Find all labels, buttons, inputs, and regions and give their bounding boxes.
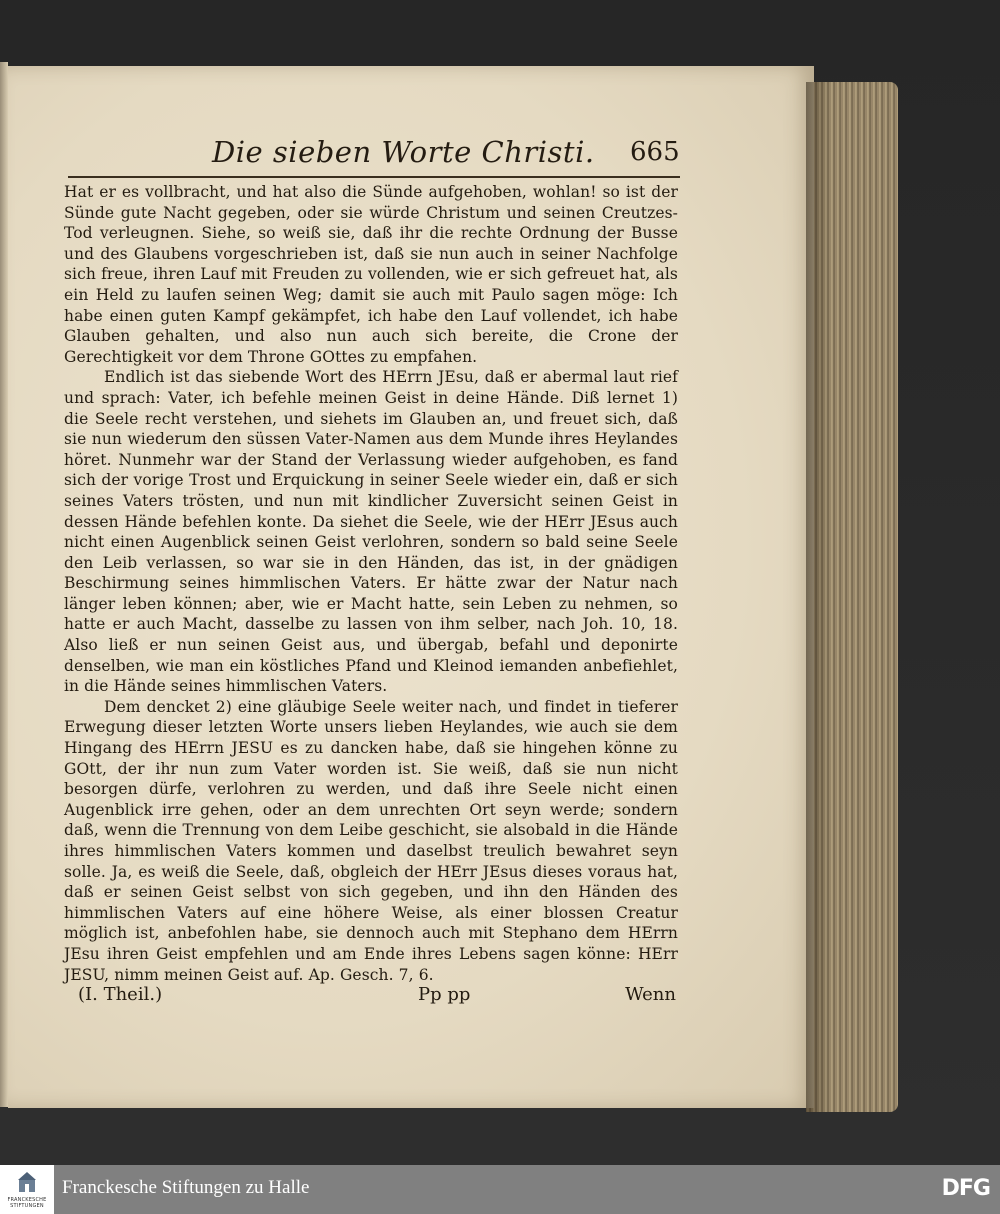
facing-page-edge (0, 62, 8, 1107)
catchword: Wenn (625, 984, 676, 1005)
institution-name[interactable]: Franckesche Stiftungen zu Halle (62, 1177, 310, 1198)
dfg-logo[interactable]: DFG (941, 1176, 990, 1201)
signature-mark: Pp pp (418, 984, 471, 1005)
viewer-bottom-bar (0, 1165, 1000, 1214)
institution-logo[interactable] (0, 1165, 54, 1214)
page-number: 665 (630, 137, 680, 167)
page-footer (78, 984, 676, 1014)
paragraph-2: Endlich ist das siebende Wort des HErrn JEsu, daß er abermal laut rief und sprach: Vater, ich befehle meinen Geist in deine Hände. Diß lernet 1) die Seele recht verstehen, und siehets im Glauben an, und freuet sich, daß sie nun wiederum den süssen Vater-Namen aus dem Munde ihres Heylandes höret. Nunmehr war der Stand der Verlassung wieder aufgehoben, es fand sich der vorige Trost und Erquickung in seiner Seele wieder ein, daß er sich seines Vaters trösten, und nun mit kindlicher Zuversicht seinen Geist in dessen Hände befehlen konte. Da siehet die Seele, wie der HErr JEsus auch nicht einen Augenblick seinen Geist verlohren, sondern so bald seine Seele den Leib verlassen, so war sie in den Händen, das ist, in der gnädigen Beschirmung seines himmlischen Vaters. Er hätte zwar der Natur nach länger leben können; aber, wie er Macht hatte, sein Leben zu nehmen, so hatte er auch Macht, dasselbe zu lassen von ihm selber, nach Joh. 10, 18. Also ließ er nun seinen Geist aus, und übergab, befahl und deponirte denselben, wie man ein köstliches Pfand und Kleinod iemanden anbefiehlet, in die Hände seines himmlischen Vaters. (64, 368, 678, 696)
volume-part: (I. Theil.) (78, 984, 163, 1005)
body-text (64, 182, 678, 985)
paragraph-3: Dem dencket 2) eine gläubige Seele weiter nach, und findet in tieferer Erwegung dieser letzten Worte unsers lieben Heylandes, wie auch sie dem Hingang des HErrn JESU es zu dancken habe, daß sie hingehen könne zu GOtt, der ihr nun zum Vater worden ist. Sie weiß, daß sie nun nicht besorgen dürfe, verlohren zu werden, und daß ihre Seele nicht einen Augenblick irre gehen, oder an dem unrechten Ort seyn werde; sondern daß, wenn die Trennung von dem Leibe geschicht, sie alsobald in die Hände ihres himmlischen Vaters kommen und daselbst treulich bewahret seyn solle. Ja, es weiß die Seele, daß, obgleich der HErr JEsus dieses voraus hat, daß er seinen Geist selbst von sich gegeben, und ihn den Händen des himmlischen Vaters auf eine höhere Weise, als einer blossen Creatur möglich ist, anbefohlen habe, sie dennoch auch mit Stephano dem HErrn JEsu ihren Geist empfehlen und am Ende ihres Lebens sagen könne: HErr JESU, nimm meinen Geist auf. Ap. Gesch. 7, 6. (64, 697, 678, 984)
header-rule (68, 176, 680, 178)
page-header (212, 135, 682, 177)
building-icon (17, 1171, 37, 1193)
gutter-shadow (806, 82, 830, 1112)
paragraph-1: Hat er es vollbracht, und hat also die Sünde aufgehoben, wohlan! so ist der Sünde gute Nacht gegeben, oder sie würde Christum und seinen Creutzes-Tod verleugnen. Siehe, so weiß sie, daß ihr die rechte Ordnung der Busse und des Glaubens vorgeschrieben ist, daß sie nun auch in seiner Nachfolge sich freue, ihren Lauf mit Freuden zu vollenden, wie er sich gefreuet hat, als ein Held zu laufen seinen Weg; damit sie auch mit Paulo sagen möge: Ich habe einen guten Kampf gekämpfet, ich habe den Lauf vollendet, ich habe Glauben gehalten, und also nun auch sich bereite, die Crone der Gerechtigkeit vor dem Throne GOttes zu empfahen. (64, 183, 678, 366)
running-title: Die sieben Worte Christi. (212, 135, 595, 169)
logo-text: FRANCKESCHE STIFTUNGEN (7, 1197, 47, 1209)
